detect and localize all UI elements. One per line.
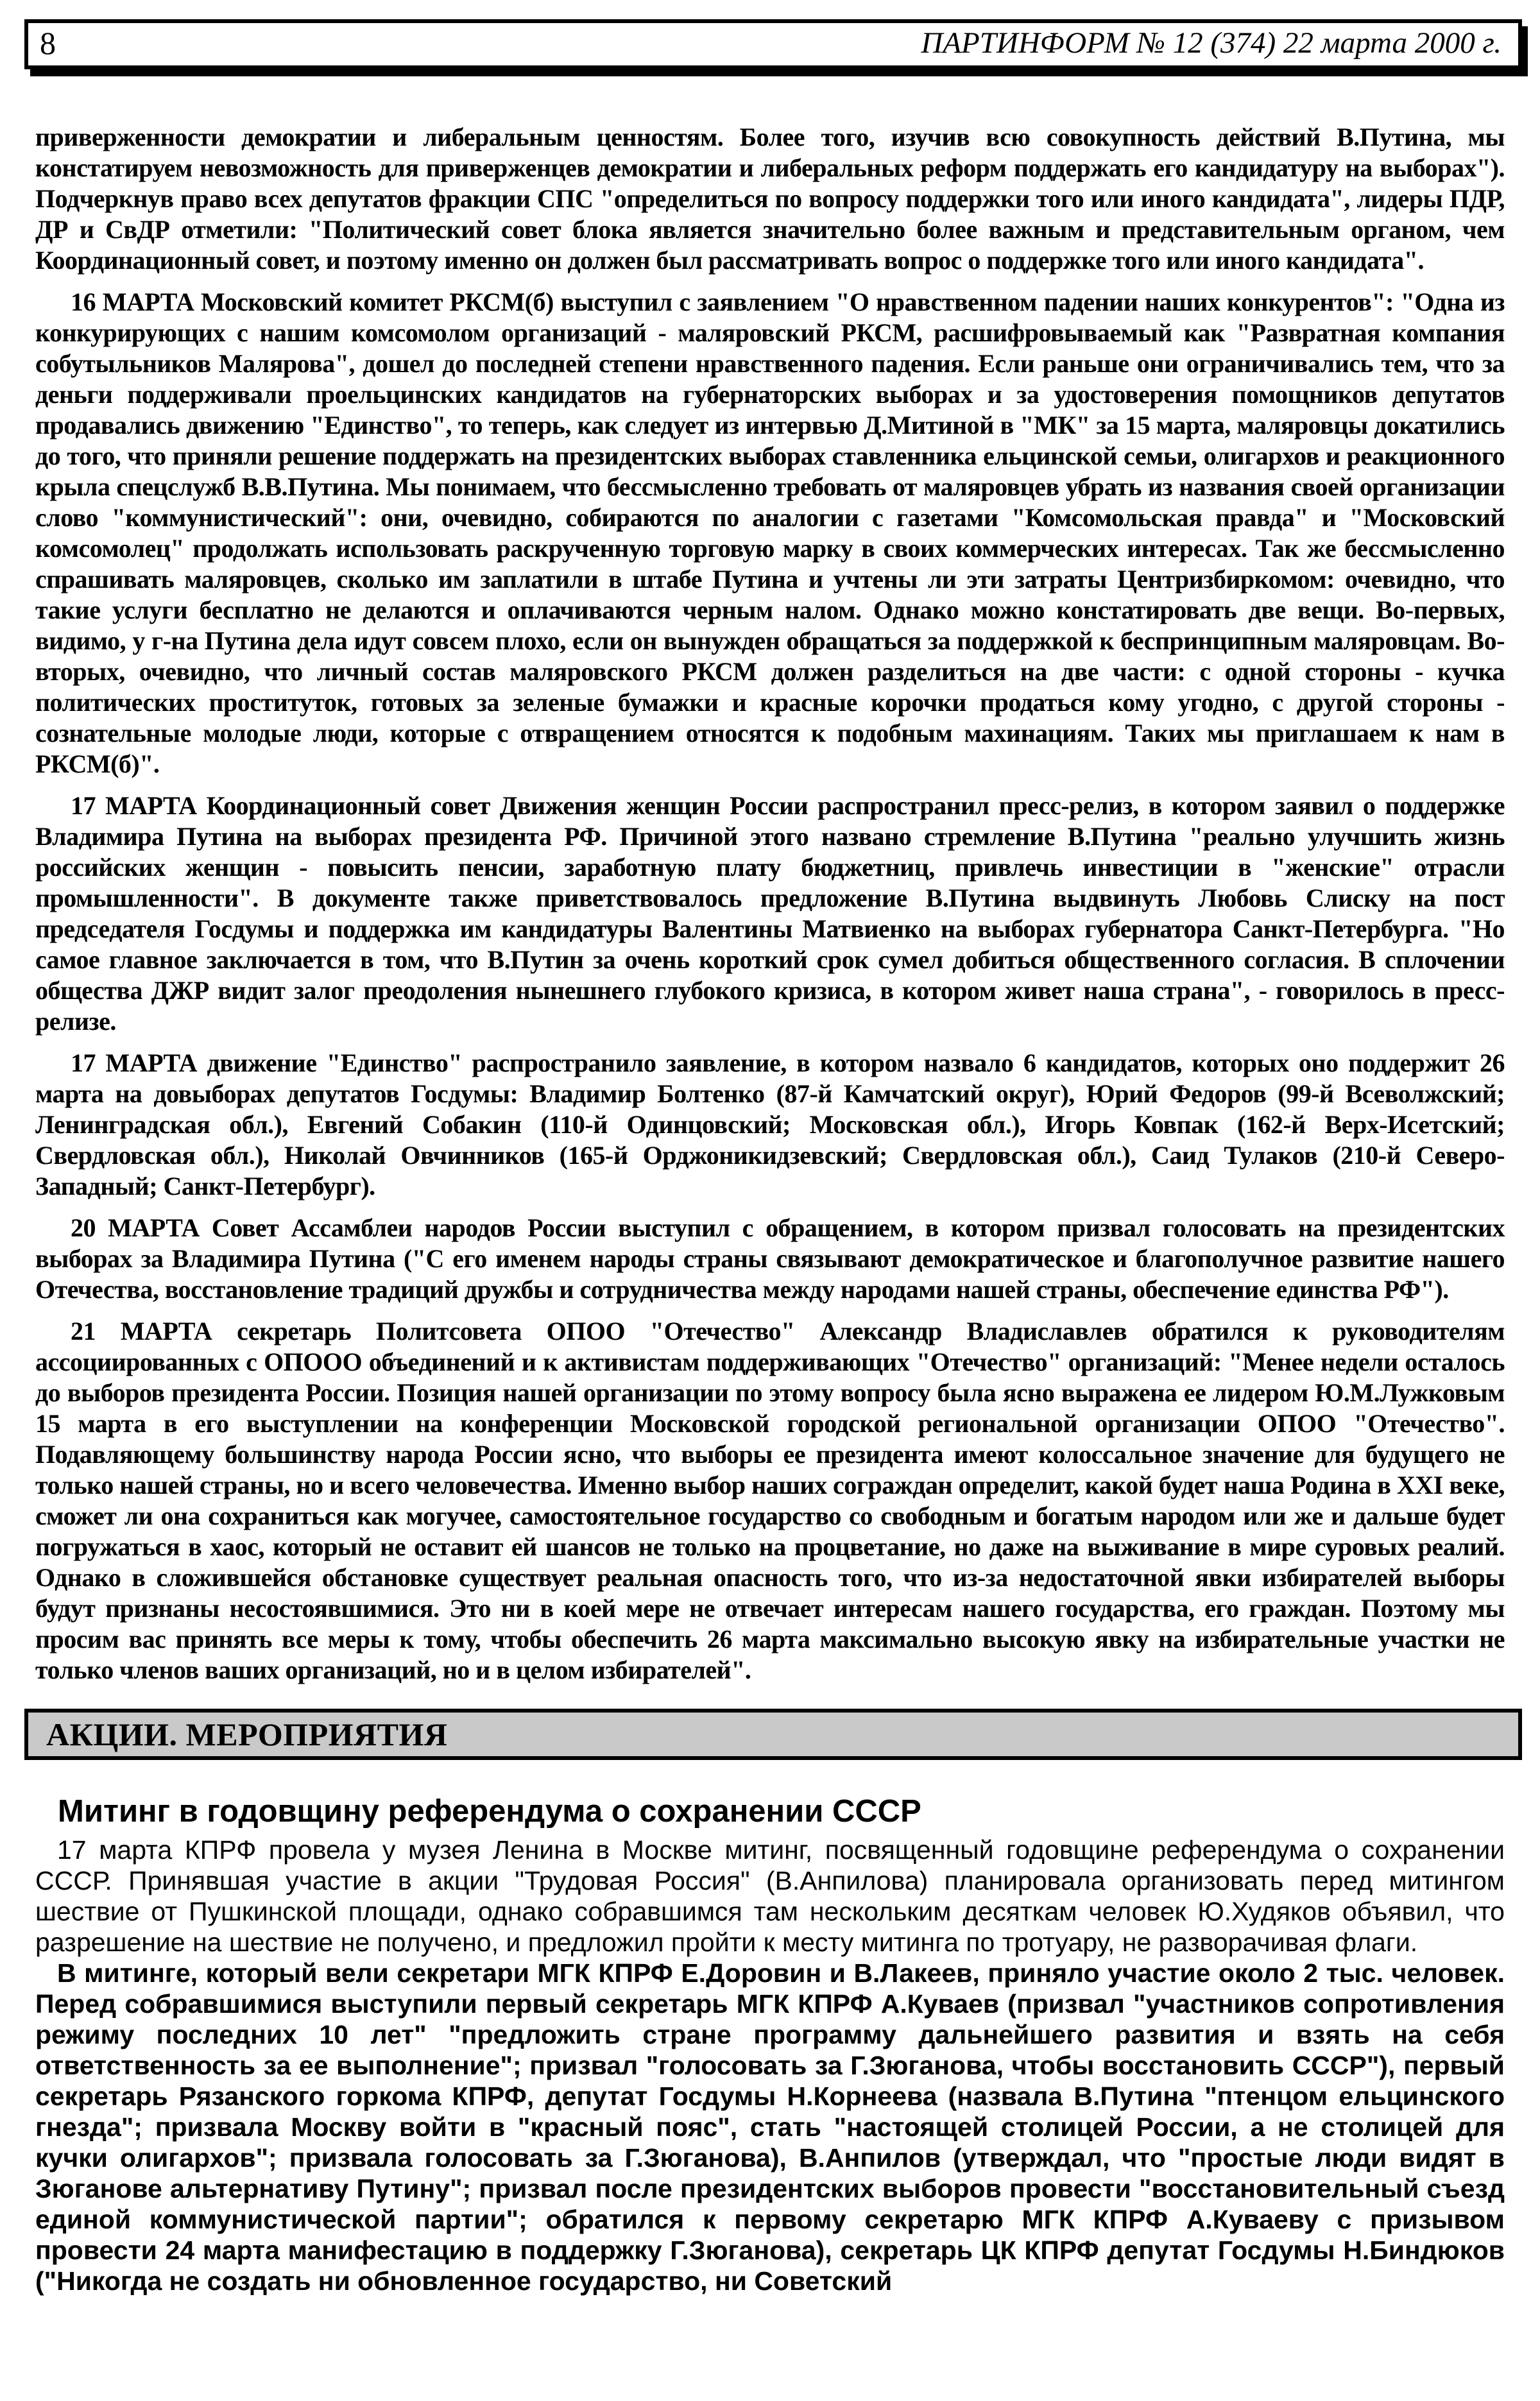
news-paragraph-continuation: приверженности демократии и либеральным ценностям. Более того, изучив всю совокупность действий В.Путина, мы констатируем невозможность для приверженцев демократии и либеральных реформ поддержать его кандидатуру на выборах"). Подчеркнув право всех депутатов фракции СПС "определиться по вопросу поддержки того или иного кандидата", лидеры ПДР, ДР и СвДР отметили: "Политический совет блока является значительно более важным и представительным органом, чем Координационный совет, и поэтому именно он должен был рассматривать вопрос о поддержке того или иного кандидата". [35,123,1505,275]
section-banner [24,1709,1522,1760]
newsletter-page [0,19,1540,2296]
meeting-paragraph-intro: 17 марта КПРФ провела у музея Ленина в Москве митинг, посвященный годовщине референдума о сохранении СССР. Принявшая участие в акции "Трудовая Россия" (В.Анпилова) планировала организовать перед митингом шествие от Пушкинской площади, однако собравшимся там нескольким десяткам человек Ю.Худяков объявил, что разрешение на шествие не получено, и предложил пройти к месту митинга по тротуару, не разворачивая флаги. [35,1835,1505,1957]
newsletter-title: ПАРТИНФОРМ № 12 (374) 22 марта 2000 г. [921,26,1502,60]
news-digest [35,122,1505,1686]
meeting-paragraph-speakers: В митинге, который вели секретари МГК КПРФ Е.Доровин и В.Лакеев, приняло участие около 2 тыс. человек. Перед собравшимися выступили первый секретарь МГК КПРФ А.Куваев (призвал "участников сопротивления режиму последних 10 лет" "предложить стране программу дальнейшего развития и взять на себя ответственность за ее выполнение"; призвал "голосовать за Г.Зюганова, чтобы восстановить СССР"), первый секретарь Рязанского горкома КПРФ, депутат Госдумы Н.Корнеева (назвала В.Путина "птенцом ельцинского гнезда"; призвала Москву войти в "красный пояс", стать "настоящей столицей России, а не столицей для кучки олигархов"; призвала голосовать за Г.Зюганова), В.Анпилов (утверждал, что "простые люди видят в Зюганове альтернативу Путину"; призвал после президентских выборов провести "восстановительный съезд единой коммунистической партии"; обратился к первому секретарю МГК КПРФ А.Куваеву с призывом провести 24 марта манифестацию в поддержку Г.Зюганова), секретарь ЦК КПРФ депутат Госдумы Н.Биндюков ("Никогда не создать ни обновленное государство, ни Советский [35,1958,1505,2296]
news-paragraph-16-march: 16 МАРТА Московский комитет РКСМ(б) выступил с заявлением "О нравственном падении наших конкурентов": "Одна из конкурирующих с нашим комсомолом организаций - маляровский РКСМ, расшифровываемый как "Развратная компания собутыльников Малярова", дошел до последней степени нравственного падения. Если раньше они ограничивались тем, что за деньги поддерживали проельцинских кандидатов на губернаторских выборах и за удостоверения помощников депутатов продавались движению "Единство", то теперь, как следует из интервью Д.Митиной в "МК" за 15 марта, маляровцы докатились до того, что приняли решение поддержать на президентских выборах ставленника ельцинской семьи, олигархов и реакционного крыла спецслужб В.В.Путина. Мы понимаем, что бессмысленно требовать от маляровцев убрать из названия своей организации слово "коммунистический": они, очевидно, собираются по аналогии с газетами "Комсомольская правда" и "Московский комсомолец" продолжать использовать раскрученную торговую марку в своих коммерческих интересах. Так же бессмысленно спрашивать маляровцев, сколько им заплатили в штабе Путина и учтены ли эти затраты Центризбиркомом: очевидно, что такие услуги бесплатно не делаются и оплачиваются черным налом. Однако можно констатировать две вещи. Во-первых, видимо, у г-на Путина дела идут совсем плохо, если он вынужден обращаться за поддержкой к беспринципным маляровцам. Во-вторых, очевидно, что личный состав маляровского РКСМ должен разделиться на две части: с одной стороны - кучка политических проституток, готовых за зеленые бумажки и красные корочки продаться кому угодно, с другой стороны - сознательные молодые люди, которые с отвращением относятся к подобным махинациям. Таких мы приглашаем к нам в РКСМ(б)". [35,287,1505,778]
news-paragraph-20-march: 20 МАРТА Совет Ассамблеи народов России выступил с обращением, в котором призвал голосовать на президентских выборах за Владимира Путина ("С его именем народы страны связывают демократическое и благополучное развитие нашего Отечества, восстановление традиций дружбы и сотрудничества между народами нашей страны, обеспечение единства РФ"). [35,1213,1505,1304]
news-paragraph-21-march: 21 МАРТА секретарь Политсовета ОПОО "Отечество" Александр Владиславлев обратился к руководителям ассоциированных с ОПООО объединений и к активистам поддерживающих "Отечество" организаций: "Менее недели осталось до выборов президента России. Позиция нашей организации по этому вопросу была ясно выражена ее лидером Ю.М.Лужковым 15 марта в его выступлении на конференции Московской городской региональной организации ОПОО "Отечество". Подавляющему большинству народа России ясно, что выборы ее президента имеют колоссальное значение для будущего не только нашей страны, но и всего человечества. Именно выбор наших сограждан определит, какой будет наша Родина в XXI веке, сможет ли она сохраниться как могучее, самостоятельное государство со свободным и богатым народом или же и дальше будет погружаться в хаос, который не оставит ей шансов не только на процветание, но даже на выживание в мире суровых реалий. Однако в сложившейся обстановке существует реальная опасность того, что из-за недостаточной явки избирателей выборы будут признаны несостоявшимися. Это ни в коей мере не отвечает интересам нашего государства, его граждан. Поэтому мы просим вас принять все меры к тому, чтобы обеспечить 26 марта максимально высокую явку на избирательные участки не только членов ваших организаций, но и в целом избирателей". [35,1317,1505,1684]
article-title: Митинг в годовщину референдума о сохранении СССР [58,1794,921,1829]
meeting-article [35,1793,1505,2296]
news-paragraph-17-march-women: 17 МАРТА Координационный совет Движения женщин России распространил пресс-релиз, в котором заявил о поддержке Владимира Путина на выборах президента РФ. Причиной этого названо стремление В.Путина "реально улучшить жизнь российских женщин - повысить пенсии, заработную плату бюджетниц, привлечь инвестиции в "женские" отрасли промышленности". В документе также приветствовалось предложение В.Путина выдвинуть Любовь Слиску на пост председателя Госдумы и поддержка им кандидатуры Валентины Матвиенко на выборах губернатора Санкт-Петербурга. "Но самое главное заключается в том, что В.Путин за очень короткий срок сумел добиться общественного согласия. В сплочении общества ДЖР видит залог преодоления нынешнего глубокого кризиса, в котором живет наша страна", - говорилось в пресс-релизе. [35,791,1505,1036]
section-banner-label: АКЦИИ. МЕРОПРИЯТИЯ [46,1716,448,1752]
page-header [24,19,1522,69]
page-number: 8 [40,25,56,61]
news-paragraph-17-march-edinstvo: 17 МАРТА движение "Единство" распространило заявление, в котором назвало 6 кандидатов, которых оно поддержит 26 марта на довыборах депутатов Госдумы: Владимир Болтенко (87-й Камчатский округ), Юрий Федоров (99-й Всеволжский; Ленинградская обл.), Евгений Собакин (110-й Одинцовский; Московская обл.), Игорь Ковпак (162-й Верх-Исетский; Свердловская обл.), Николай Овчинников (165-й Орджоникидзевский; Свердловская обл.), Саид Тулаков (210-й Северо-Западный; Санкт-Петербург). [35,1048,1505,1200]
